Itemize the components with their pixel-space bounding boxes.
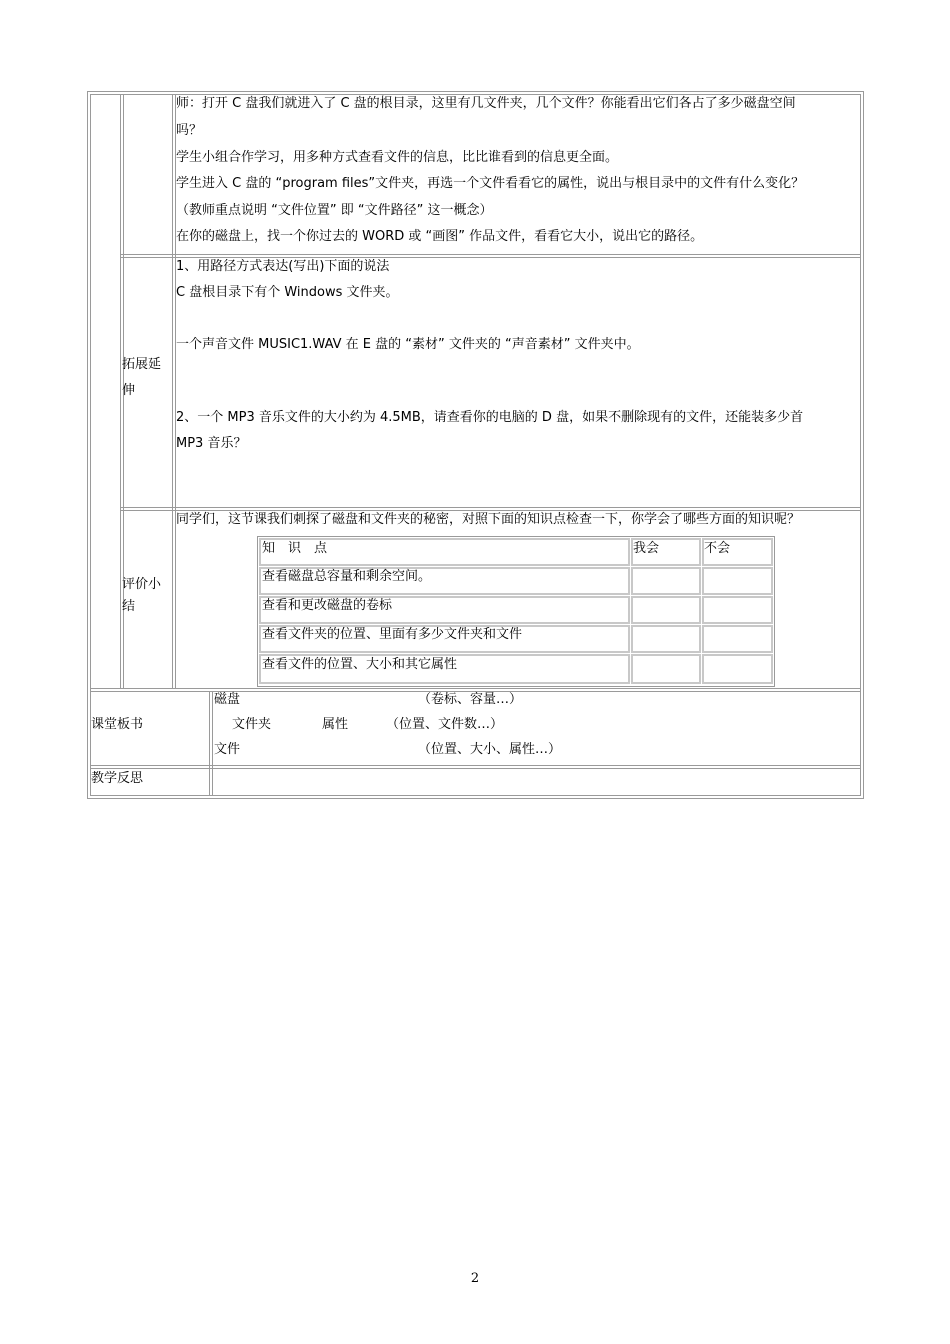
question-1-title: 1、用路径方式表达(写出)下面的说法 <box>176 259 390 274</box>
evaluation-label: 评价小 <box>122 577 162 592</box>
checkbox-can[interactable] <box>631 596 701 624</box>
process-line: 师：打开 C 盘我们就进入了 C 盘的根目录，这里有几文件夹，几个文件？你能看出它们各占了多少磁盘空间 <box>176 96 796 111</box>
checkbox-cannot[interactable] <box>702 567 773 595</box>
checkbox-cannot[interactable] <box>702 654 773 684</box>
blackboard-text: 文件 <box>214 742 241 757</box>
table-header-knowledge: 知 识 点 <box>262 541 328 556</box>
blackboard-text: 属性 <box>322 717 349 732</box>
checkbox-cannot[interactable] <box>702 596 773 624</box>
question-2-text: MP3 音乐？ <box>176 436 247 451</box>
checkbox-can[interactable] <box>631 654 701 684</box>
page-number: 2 <box>470 1271 480 1286</box>
knowledge-item: 查看磁盘总容量和剩余空间。 <box>262 569 432 584</box>
blackboard-text: （位置、文件数…） <box>386 717 504 732</box>
reflection-label: 教学反思 <box>91 771 144 786</box>
blackboard-text: 磁盘 <box>214 692 241 707</box>
knowledge-item: 查看文件的位置、大小和其它属性 <box>262 657 458 672</box>
extension-label: 拓展延 <box>122 357 162 372</box>
process-line: 学生小组合作学习，用多种方式查看文件的信息，比比谁看到的信息更全面。 <box>176 150 619 165</box>
blackboard-label: 课堂板书 <box>91 717 144 732</box>
process-line: （教师重点说明 “文件位置” 即 “文件路径” 这一概念） <box>176 203 493 218</box>
process-line: 学生进入 C 盘的 “program files”文件夹，再选一个文件看看它的属性，说出与根目录中的文件有什么变化？ <box>176 176 805 191</box>
checkbox-can[interactable] <box>631 625 701 653</box>
knowledge-item: 查看文件夹的位置、里面有多少文件夹和文件 <box>262 627 523 642</box>
evaluation-label: 结 <box>122 599 136 614</box>
question-1-item: C 盘根目录下有个 Windows 文件夹。 <box>176 285 399 300</box>
checkbox-cannot[interactable] <box>702 625 773 653</box>
table-header-cannot: 不会 <box>704 541 731 556</box>
table-header-can: 我会 <box>633 541 660 556</box>
checkbox-can[interactable] <box>631 567 701 595</box>
process-line: 在你的磁盘上，找一个你过去的 WORD 或 “画图” 作品文件，看看它大小，说出它的路径。 <box>176 229 704 244</box>
blackboard-text: 文件夹 <box>232 717 272 732</box>
question-1-item: 一个声音文件 MUSIC1.WAV 在 E 盘的 “素材” 文件夹的 “声音素材” 文件夹中。 <box>176 337 640 352</box>
blackboard-text: （位置、大小、属性…） <box>418 742 562 757</box>
process-line: 吗？ <box>176 123 203 138</box>
question-2-text: 2、一个 MP3 音乐文件的大小约为 4.5MB，请查看你的电脑的 D 盘，如果不删除现有的文件，还能装多少首 <box>176 410 804 425</box>
extension-label: 伸 <box>122 383 136 398</box>
knowledge-item: 查看和更改磁盘的卷标 <box>262 598 393 613</box>
blackboard-text: （卷标、容量…） <box>418 692 523 707</box>
evaluation-intro: 同学们，这节课我们刺探了磁盘和文件夹的秘密，对照下面的知识点检查一下，你学会了哪些方面的知识呢？ <box>176 512 801 527</box>
